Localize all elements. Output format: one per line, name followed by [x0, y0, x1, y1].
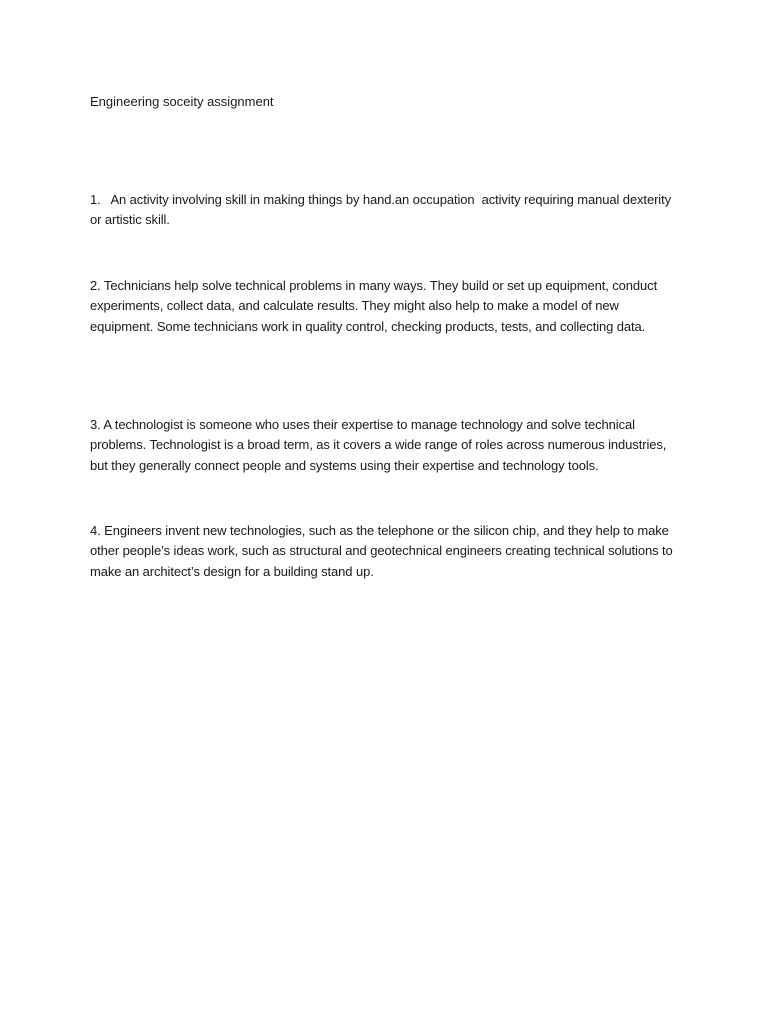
- document-title: Engineering soceity assignment: [90, 94, 274, 109]
- answer-paragraph-2: 2. Technicians help solve technical problems in many ways. They build or set up equipment, conduct experiments, collect data, and calculate results. They might also help to make a model of new equipment. Some technicians work in quality control, checking products, tests, and collecting data.: [90, 278, 658, 334]
- answer-paragraph-3: 3. A technologist is someone who uses their expertise to manage technology and solve technical problems. Technologist is a broad term, as it covers a wide range of roles across numerous industries, but they generally connect people and systems using their expertise and technology tools.: [90, 417, 667, 473]
- answer-paragraph-4: 4. Engineers invent new technologies, such as the telephone or the silicon chip, and they help to make other people’s ideas work, such as structural and geotechnical engineers creating technical solutions to make an architect’s design for a building stand up.: [90, 523, 673, 579]
- answer-paragraph-1: 1. An activity involving skill in making things by hand.an occupation activity requiring manual dexterity or artistic skill.: [90, 192, 675, 228]
